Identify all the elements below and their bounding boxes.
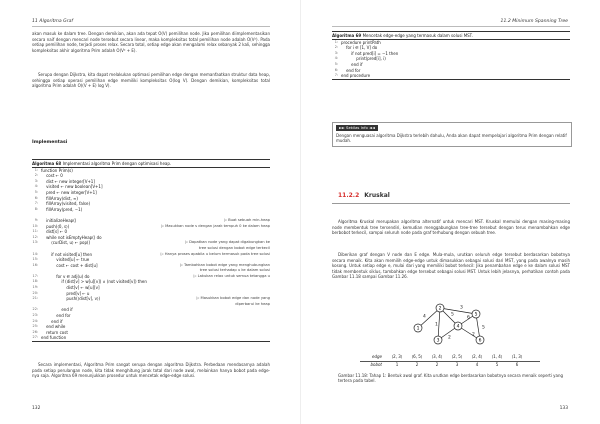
edge-weight-label: 5 xyxy=(482,325,485,331)
row-label: bobot xyxy=(370,362,382,367)
info-box-text: Dengan menguasai algoritma Dijkstra terlebih dahulu, Anda akan dapat mempelajari algoritma Prim dengan relatif mudah. xyxy=(336,132,567,144)
code-text: dist[v] ← w[u][v] xyxy=(41,285,100,291)
figure-caption: Gambar 11.18: Tahap 1: Bentuk awal graf. Kita urutkan edge berdasarkan bobotnya secara menaik seperti yang tertera pada tabel. xyxy=(338,373,564,384)
algorithm-68-caption xyxy=(32,160,270,168)
line-number: 5: xyxy=(34,189,38,194)
line-number: 24: xyxy=(32,318,38,323)
code-text: end procedure xyxy=(341,73,371,79)
code-text: function Prim(s) xyxy=(41,167,73,173)
algorithm-68-lines xyxy=(32,168,270,341)
graph-node-label: 6 xyxy=(478,338,482,344)
code-text: end for xyxy=(41,313,71,319)
section-number: 11.2.2 xyxy=(338,192,360,199)
line-number: 20: xyxy=(32,290,38,295)
code-text: fillArray(dist, ∞) xyxy=(41,195,78,201)
code-text: initializeHeap() xyxy=(41,217,77,223)
graph-node-label: 2 xyxy=(438,306,442,312)
code-text: procedure printPath xyxy=(341,39,381,45)
line-number: 22: xyxy=(32,307,38,312)
table-cell: 1 xyxy=(395,362,399,367)
algorithm-69-lines xyxy=(332,40,570,79)
line-number: 25: xyxy=(32,324,38,329)
line-number: 19: xyxy=(32,285,38,290)
line-number: 4: xyxy=(334,56,338,61)
code-comment: ▷ Masukkan node s dengan jarak tempuh 0 ke dalam heap xyxy=(161,223,270,228)
table-cell: ⟨1, 3⟩ xyxy=(511,354,523,359)
code-text: return cost xyxy=(41,329,68,335)
line-number: 17: xyxy=(32,273,38,278)
line-number: 13: xyxy=(32,240,38,245)
code-text: end if xyxy=(341,61,363,67)
code-comment: tree solusi dengan bobot edge terkecil xyxy=(198,245,270,250)
edge-weight-label: 2 xyxy=(472,332,475,338)
code-text: fillArray(pred, −1) xyxy=(41,206,83,212)
table-cell: ⟨1, 4⟩ xyxy=(491,354,503,359)
line-number: 21: xyxy=(32,296,38,301)
intro-paragraph: akan masuk ke dalam tree. Dengan demikian, akan ada tepat O(V) pemilihan node. Jika pemilihan diimplementasikan secara naif dengan mencari node tersebut secara linear, maka kompleksitas total pemilihan node adalah O(V²). Pada setiap pemilihan node, terjadi proses relax. Secara total, setiap edge akan mengalami relax sebanyak 2 kali, sehingga kompleksitas akhir algoritma Prim adalah O(V² + E). xyxy=(32,31,270,53)
graph-node-label: 5 xyxy=(474,312,478,318)
edge-weight-table xyxy=(360,354,540,370)
algorithm-69-caption xyxy=(332,32,570,40)
code-text: end function xyxy=(41,335,67,341)
page-number: 133 xyxy=(559,406,568,411)
code-text: end if xyxy=(41,318,63,324)
page-number: 132 xyxy=(32,406,41,411)
code-comment: ▷ Tambahkan bobot edge yang menghubungkan xyxy=(179,262,270,267)
code-text: end for xyxy=(341,67,361,73)
line-number: 2: xyxy=(334,45,338,50)
code-comment: ▷ Masukkan bobot edge dan node yang xyxy=(196,296,270,301)
weight-row xyxy=(360,362,540,370)
line-number: 6: xyxy=(34,195,38,200)
table-cell: 3 xyxy=(455,362,459,367)
graph-edge xyxy=(438,308,440,340)
table-cell: 2 xyxy=(415,362,419,367)
table-cell: 6 xyxy=(515,362,519,367)
table-cell: 4 xyxy=(475,362,479,367)
code-text: dist ← new integer[V+1] xyxy=(41,178,95,184)
line-number: 4: xyxy=(34,184,38,189)
code-text: ⟨curDist, u⟩ ← pop() xyxy=(41,240,91,246)
code-text: dist[s] ← 0 xyxy=(41,229,68,235)
line-number: 7: xyxy=(34,201,38,206)
algorithm-68-line xyxy=(32,335,270,341)
code-text: fillArray(visited, false) xyxy=(41,201,91,207)
line-number: 3: xyxy=(34,178,38,183)
code-text: visited[u] ← true xyxy=(41,257,90,263)
section-title: Kruskal xyxy=(364,192,390,199)
outro-paragraph: Secara implementasi, Algoritma Prim sangat serupa dengan algoritma Dijkstra. Perbedaan mendasarnya adalah pada setiap perulangan node, kita tidak menghitung jarak total dari node awal, melainkan hanya bobot pada edge-nya saja. Algoritma 69 menunjukkan prosedur untuk mencetak edge-edge solusi. xyxy=(32,362,270,379)
table-cell: ⟨2, 4⟩ xyxy=(471,354,483,359)
line-number: 2: xyxy=(34,173,38,178)
code-text: if not pred[i] = −1 then xyxy=(341,50,399,56)
line-number: 15: xyxy=(32,257,38,262)
line-number: 23: xyxy=(32,313,38,318)
info-box xyxy=(332,122,572,147)
header-rule xyxy=(332,26,570,27)
graph-figure xyxy=(400,300,510,350)
edge-weight-label: 5 xyxy=(451,312,454,318)
code-text: if (dist[v] > w[u][v]) ∧ (not visited[v]) then xyxy=(41,279,147,285)
section-rule xyxy=(332,203,570,204)
line-number: 9: xyxy=(34,217,38,222)
code-text: push(⟨0, s⟩) xyxy=(41,223,70,229)
code-text: cost ← 0 xyxy=(41,173,63,179)
code-text: cost ← cost + dist[u] xyxy=(41,262,98,268)
code-text: pred[v] ← u xyxy=(41,290,90,296)
graph-node-label: 3 xyxy=(436,338,440,344)
code-text: for v ∈ adj(u) do xyxy=(41,273,90,279)
intro-paragraph-2: Serupa dengan Dijkstra, kita dapat melakukan optimasi pemilihan edge dengan memanfaatkan struktur data heap, sehingga setiap operasi pemilihan edge memiliki kompleksitas O(log V). Dengan demikian, kompleksitas total algoritma Prim adalah O((V + E) log V). xyxy=(32,72,270,89)
code-text: visited ← new boolean[V+1] xyxy=(41,184,103,190)
table-cell: ⟨3, 4⟩ xyxy=(431,354,443,359)
algorithm-69-line xyxy=(332,73,570,79)
algorithm-69 xyxy=(332,31,570,80)
kruskal-paragraph-1: Algoritma Kruskal merupakan algoritma alternatif untuk mencari MST. Kruskal memulai dengan masing-masing node membentuk tree tersendiri, kemudian menggabungkan tree-tree tersebut dengan terus menambahkan edge berbobot terkecil, sampai seluruh node pada graf terhubung dengan sebuah tree. xyxy=(332,219,570,236)
row-label: edge xyxy=(372,354,382,359)
edge-weight-label: 3 xyxy=(460,305,463,311)
code-text: while not isEmptyHeap() do xyxy=(41,234,102,240)
table-cell: ⟨2, 5⟩ xyxy=(451,354,463,359)
line-number: 10: xyxy=(32,223,38,228)
code-text: end if xyxy=(41,307,73,313)
line-number: 7: xyxy=(334,73,338,78)
table-cell: ⟨2, 3⟩ xyxy=(391,354,403,359)
line-number: 14: xyxy=(32,251,38,256)
edge-weight-label: 1 xyxy=(435,322,438,328)
info-box-title: ►► Sekilas Info ◄◄ xyxy=(336,125,378,131)
table-cell: 5 xyxy=(495,362,499,367)
code-text: if not visited[u] then xyxy=(41,251,93,257)
info-box-title-text: Sekilas Info xyxy=(346,125,368,130)
code-comment: ▷ Lakukan relax untuk semua tetangga u xyxy=(193,273,270,278)
running-header: 11 Algoritma Graf xyxy=(32,19,74,24)
running-header: 11.2 Minimum Spanning Tree xyxy=(500,19,568,24)
line-number: 12: xyxy=(32,234,38,239)
algorithm-69-caption-text: Mencetak edge-edge yang termasuk dalam solusi MST. xyxy=(362,32,473,38)
code-comment: ▷ Buat sebuah min-heap xyxy=(224,217,270,222)
line-number: 1: xyxy=(34,167,38,172)
line-number: 26: xyxy=(32,329,38,334)
kruskal-paragraph-2: Diberikan graf dengan V node dan E edge. Mula-mula, urutkan seluruh edge tersebut berdasarkan bobotnya secara menaik. Kita akan memilih edge-edge untuk dimasukkan sebagai solusi dari MST, yang pada awalnya masih kosong. Untuk setiap edge e, mulai dari yang memiliki bobot terkecil: Jika penambahan edge e ke dalam solusi MST tidak membentuk siklus, tambahkan edge tersebut sebagai solusi MST. Untuk lebih jelasnya, perhatikan contoh pada Gambar 11.18 sampai Gambar 11.26. xyxy=(332,252,570,280)
algorithm-69-label: Algoritma 69 xyxy=(332,32,362,38)
line-number: 5: xyxy=(334,61,338,66)
code-comment: ▷ Hanya proses apabila u belum termasuk pada tree solusi xyxy=(160,251,270,256)
code-text: print(pred[i], i) xyxy=(341,56,386,62)
graph-node-label: 4 xyxy=(456,324,460,330)
line-number: 11: xyxy=(32,229,38,234)
algorithm-68 xyxy=(32,159,270,342)
line-number: 6: xyxy=(334,67,338,72)
right-page xyxy=(300,0,600,424)
algorithm-68-label: Algoritma 68 xyxy=(32,160,62,166)
line-number: 27: xyxy=(32,335,38,340)
header-rule xyxy=(32,26,270,27)
edge-row xyxy=(360,354,540,362)
line-number: 1: xyxy=(334,39,338,44)
code-text: pred ← new integer[V+1] xyxy=(41,189,97,195)
code-comment: ▷ Dapatkan node yang dapat digabungkan ke xyxy=(185,240,270,245)
implementation-heading: Implementasi xyxy=(32,140,68,145)
code-text: for i ∈ [1, V] do xyxy=(341,45,378,51)
algorithm-68-caption-text: Implementasi algoritma Prim dengan optimisasi heap. xyxy=(62,160,172,166)
code-comment: diperbarui ke heap xyxy=(235,301,270,306)
section-heading xyxy=(338,193,390,199)
line-number: 3: xyxy=(334,50,338,55)
code-comment: tree solusi terhadap u ke dalam solusi xyxy=(199,268,270,273)
line-number: 18: xyxy=(32,279,38,284)
code-text: push(⟨dist[v], v⟩) xyxy=(41,296,101,302)
edge-weight-label: 6 xyxy=(467,315,470,321)
edge-weight-label: 4 xyxy=(423,314,426,320)
code-text: end while xyxy=(41,324,66,330)
table-cell: 2 xyxy=(435,362,439,367)
graph-node-label: 1 xyxy=(416,326,420,332)
line-number: 8: xyxy=(34,206,38,211)
table-cell: ⟨6, 5⟩ xyxy=(411,354,423,359)
line-number: 16: xyxy=(32,262,38,267)
edge-weight-label: 2 xyxy=(448,335,451,341)
